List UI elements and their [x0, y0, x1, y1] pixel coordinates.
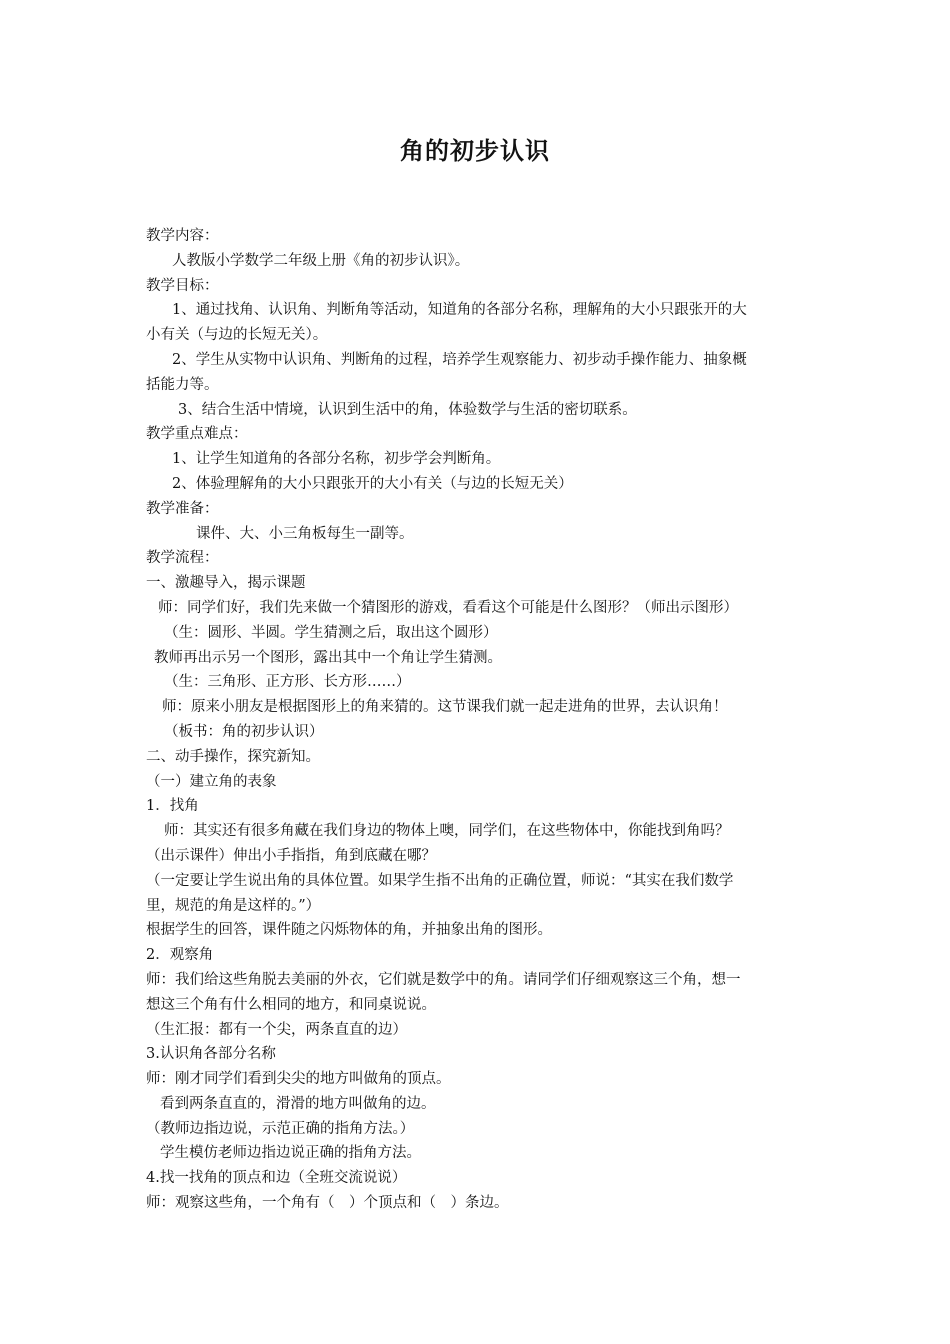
document-title: 角的初步认识	[400, 137, 550, 165]
paragraph-line: 教学流程：	[146, 550, 219, 567]
paragraph-line: 4.找一找角的顶点和边（全班交流说说）	[146, 1170, 407, 1187]
paragraph-line: 师：观察这些角，一个角有（ ）个顶点和（ ）条边。	[146, 1195, 509, 1212]
paragraph-line: （生：三角形、正方形、长方形……）	[164, 674, 411, 691]
paragraph-line: 2、学生从实物中认识角、判断角的过程，培养学生观察能力、初步动手操作能力、抽象概	[172, 351, 747, 368]
paragraph-line: 师：刚才同学们看到尖尖的地方叫做角的顶点。	[146, 1071, 451, 1088]
paragraph-line: 根据学生的回答，课件随之闪烁物体的角，并抽象出角的图形。	[146, 922, 552, 939]
paragraph-line: 一、激趣导入，揭示课题	[146, 575, 306, 592]
paragraph-line: 教学目标：	[146, 277, 219, 294]
paragraph-line: （一）建立角的表象	[146, 773, 277, 790]
paragraph-line: 里，规范的角是这样的。”）	[146, 897, 321, 914]
paragraph-line: 1、通过找角、认识角、判断角等活动，知道角的各部分名称，理解角的大小只跟张开的大	[172, 302, 747, 319]
paragraph-line: 教学准备：	[146, 500, 219, 517]
paragraph-line: 师：原来小朋友是根据图形上的角来猜的。这节课我们就一起走进角的世界，去认识角！	[162, 699, 728, 716]
paragraph-line: 2、体验理解角的大小只跟张开的大小有关（与边的长短无关）	[172, 475, 573, 492]
paragraph-line: 教学重点难点：	[146, 426, 248, 443]
paragraph-line: 3.认识角各部分名称	[146, 1046, 276, 1063]
paragraph-line: 看到两条直直的，滑滑的地方叫做角的边。	[160, 1095, 436, 1112]
paragraph-line: （教师边指边说，示范正确的指角方法。）	[146, 1120, 415, 1137]
paragraph-line: 3、结合生活中情境，认识到生活中的角，体验数学与生活的密切联系。	[178, 401, 637, 418]
paragraph-line: 想这三个角有什么相同的地方，和同桌说说。	[146, 996, 436, 1013]
paragraph-line: （一定要让学生说出角的具体位置。如果学生指不出角的正确位置，师说：“其实在我们数学	[146, 872, 734, 889]
paragraph-line: 教师再出示另一个图形，露出其中一个角让学生猜测。	[154, 649, 502, 666]
paragraph-line: 教学内容：	[146, 228, 219, 244]
paragraph-line: （出示课件）伸出小手指指，角到底藏在哪？	[146, 847, 436, 864]
paragraph-line: 课件、大、小三角板每生一副等。	[196, 525, 414, 542]
paragraph-line: （板书：角的初步认识）	[164, 723, 324, 740]
paragraph-line: （生汇报：都有一个尖，两条直直的边）	[146, 1021, 407, 1038]
paragraph-line: 小有关（与边的长短无关）。	[146, 327, 328, 344]
paragraph-line: 2．观察角	[146, 947, 214, 964]
paragraph-line: 人教版小学数学二年级上册《角的初步认识》。	[172, 252, 470, 269]
paragraph-line: 括能力等。	[146, 376, 219, 393]
paragraph-line: 师：其实还有很多角藏在我们身边的物体上噢，同学们，在这些物体中，你能找到角吗？	[164, 823, 730, 840]
paragraph-line: （生：圆形、半圆。学生猜测之后，取出这个圆形）	[164, 624, 498, 641]
paragraph-line: 学生模仿老师边指边说正确的指角方法。	[160, 1145, 421, 1162]
paragraph-line: 师：同学们好，我们先来做一个猜图形的游戏，看看这个可能是什么图形？（师出示图形）	[158, 599, 738, 616]
document-body	[146, 224, 812, 1216]
paragraph-line: 二、动手操作，探究新知。	[146, 748, 320, 765]
paragraph-line: 师：我们给这些角脱去美丽的外衣，它们就是数学中的角。请同学们仔细观察这三个角，想一	[146, 971, 741, 988]
paragraph-line: 1、让学生知道角的各部分名称，初步学会判断角。	[172, 451, 501, 468]
paragraph-line: 1．找角	[146, 798, 199, 815]
